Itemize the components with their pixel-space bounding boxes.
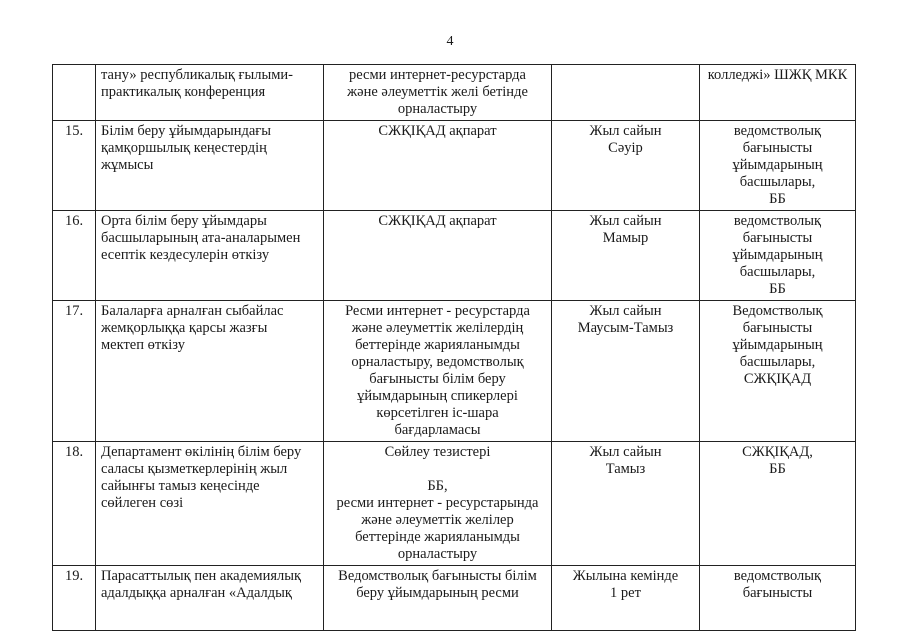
cell-line: мектеп өткізу xyxy=(101,337,185,353)
cell-line: Мамыр xyxy=(602,230,649,246)
cell-line: тану» республикалық ғылыми- xyxy=(101,67,293,83)
cell-line: СЖҚІҚАД, xyxy=(742,444,813,460)
event-cell xyxy=(96,121,324,211)
cell-line: басшылары, xyxy=(739,354,816,370)
completion-form-cell xyxy=(324,442,552,566)
cell-line: Ресми интернет - ресурстарда xyxy=(345,303,530,319)
deadline-cell xyxy=(552,301,700,442)
deadline-cell xyxy=(552,211,700,301)
cell-line: СЖҚІҚАД ақпарат xyxy=(378,123,497,139)
cell-line: ББ xyxy=(769,191,786,207)
cell-line: Парасаттылық пен академиялық xyxy=(101,568,302,584)
deadline-cell xyxy=(552,566,700,631)
cell-line: және әлеуметтік желілердің xyxy=(351,320,524,336)
cell-line: ресми интернет - ресурстарында xyxy=(336,495,539,511)
cell-line: бағдарламасы xyxy=(394,422,481,438)
item-number-cell: 16. xyxy=(53,211,96,301)
cell-line: есептік кездесулерін өткізу xyxy=(101,247,270,263)
cell-line: ведомстволық xyxy=(733,123,822,139)
cell-line: Ведомстволық бағынысты білім xyxy=(338,568,537,584)
cell-line: Тамыз xyxy=(605,461,646,477)
cell-line: бағынысты xyxy=(742,585,813,601)
cell-line: ресми интернет-ресурстарда xyxy=(349,67,526,83)
cell-line: және әлеуметтік желі бетінде xyxy=(347,84,528,100)
cell-line: беттерінде жарияланымды xyxy=(355,529,520,545)
cell-line: СЖҚІҚАД ақпарат xyxy=(378,213,497,229)
cell-line: беттерінде жарияланымды xyxy=(355,337,520,353)
cell-line: ведомстволық xyxy=(733,213,822,229)
completion-form-cell xyxy=(324,65,552,121)
cell-line: орналастыру xyxy=(397,546,478,562)
cell-line: Маусым-Тамыз xyxy=(577,320,674,336)
cell-line: Жыл сайын xyxy=(589,444,662,460)
cell-line: Балаларға арналған сыбайлас xyxy=(101,303,284,319)
deadline-cell xyxy=(552,442,700,566)
table-row xyxy=(53,566,856,631)
cell-line: бағынысты xyxy=(742,320,813,336)
table-row xyxy=(53,442,856,566)
deadline-cell xyxy=(552,65,700,121)
cell-line: бағынысты xyxy=(742,140,813,156)
event-cell xyxy=(96,301,324,442)
cell-line: саласы қызметкерлерінің жыл xyxy=(101,461,288,477)
cell-line: адалдыққа арналған «Адалдық xyxy=(101,585,292,601)
cell-line: Орта білім беру ұйымдары xyxy=(101,213,267,229)
table-row xyxy=(53,301,856,442)
cell-line: Ведомстволық xyxy=(732,303,823,319)
cell-line: 1 рет xyxy=(610,585,641,601)
completion-form-cell xyxy=(324,566,552,631)
cell-line: бағынысты білім беру xyxy=(369,371,506,387)
completion-form-cell xyxy=(324,301,552,442)
cell-line: көрсетілген іс-шара xyxy=(376,405,499,421)
responsible-cell xyxy=(700,442,856,566)
cell-line: сөйлеген сөзі xyxy=(101,495,184,511)
cell-line xyxy=(329,461,546,478)
completion-form-cell xyxy=(324,211,552,301)
item-number-cell: 17. xyxy=(53,301,96,442)
cell-line: жемқорлыққа қарсы жазғы xyxy=(101,320,268,336)
cell-line: ұйымдарының xyxy=(732,247,823,263)
cell-line: ұйымдарының спикерлері xyxy=(357,388,518,404)
cell-line: орналастыру xyxy=(397,101,478,117)
item-number-cell xyxy=(53,65,96,121)
cell-line: Жыл сайын xyxy=(589,123,662,139)
cell-line: Жыл сайын xyxy=(589,213,662,229)
cell-line: ББ xyxy=(769,461,786,477)
cell-line: колледжі» ШЖҚ МКК xyxy=(707,67,848,83)
cell-line: ББ, xyxy=(427,478,448,494)
item-number-cell: 19. xyxy=(53,566,96,631)
deadline-cell xyxy=(552,121,700,211)
cell-line: басшыларының ата-аналарымен xyxy=(101,230,301,246)
cell-line: және әлеуметтік желілер xyxy=(361,512,514,528)
cell-line: Жылына кемінде xyxy=(572,568,679,584)
cell-line: бағынысты xyxy=(742,230,813,246)
responsible-cell xyxy=(700,211,856,301)
cell-line: басшылары, xyxy=(739,174,816,190)
cell-line: Білім беру ұйымдарындағы xyxy=(101,123,271,139)
cell-line: ведомстволық xyxy=(733,568,822,584)
cell-line: практикалық конференция xyxy=(101,84,266,100)
table-row xyxy=(53,211,856,301)
action-plan-table xyxy=(52,64,856,631)
table-row xyxy=(53,65,856,121)
cell-line: ұйымдарының xyxy=(732,157,823,173)
cell-line: сайынғы тамыз кеңесінде xyxy=(101,478,260,494)
cell-line: беру ұйымдарының ресми xyxy=(356,585,519,601)
event-cell xyxy=(96,211,324,301)
item-number-cell: 15. xyxy=(53,121,96,211)
event-cell xyxy=(96,442,324,566)
responsible-cell xyxy=(700,121,856,211)
table-row xyxy=(53,121,856,211)
cell-line: жұмысы xyxy=(101,157,154,173)
event-cell xyxy=(96,65,324,121)
responsible-cell xyxy=(700,65,856,121)
page-number: 4 xyxy=(446,34,454,49)
cell-line: ББ xyxy=(769,281,786,297)
cell-line: Департамент өкілінің білім беру xyxy=(101,444,302,460)
responsible-cell xyxy=(700,301,856,442)
completion-form-cell xyxy=(324,121,552,211)
event-cell xyxy=(96,566,324,631)
cell-line: Сәуір xyxy=(608,140,643,156)
cell-line: СЖҚІҚАД xyxy=(743,371,812,387)
cell-line: орналастыру, ведомстволық xyxy=(351,354,524,370)
cell-line: қамқоршылық кеңестердің xyxy=(101,140,267,156)
cell-line: ұйымдарының xyxy=(732,337,823,353)
cell-line: басшылары, xyxy=(739,264,816,280)
responsible-cell xyxy=(700,566,856,631)
cell-line: Жыл сайын xyxy=(589,303,662,319)
item-number-cell: 18. xyxy=(53,442,96,566)
cell-line: Сөйлеу тезистері xyxy=(384,444,491,460)
